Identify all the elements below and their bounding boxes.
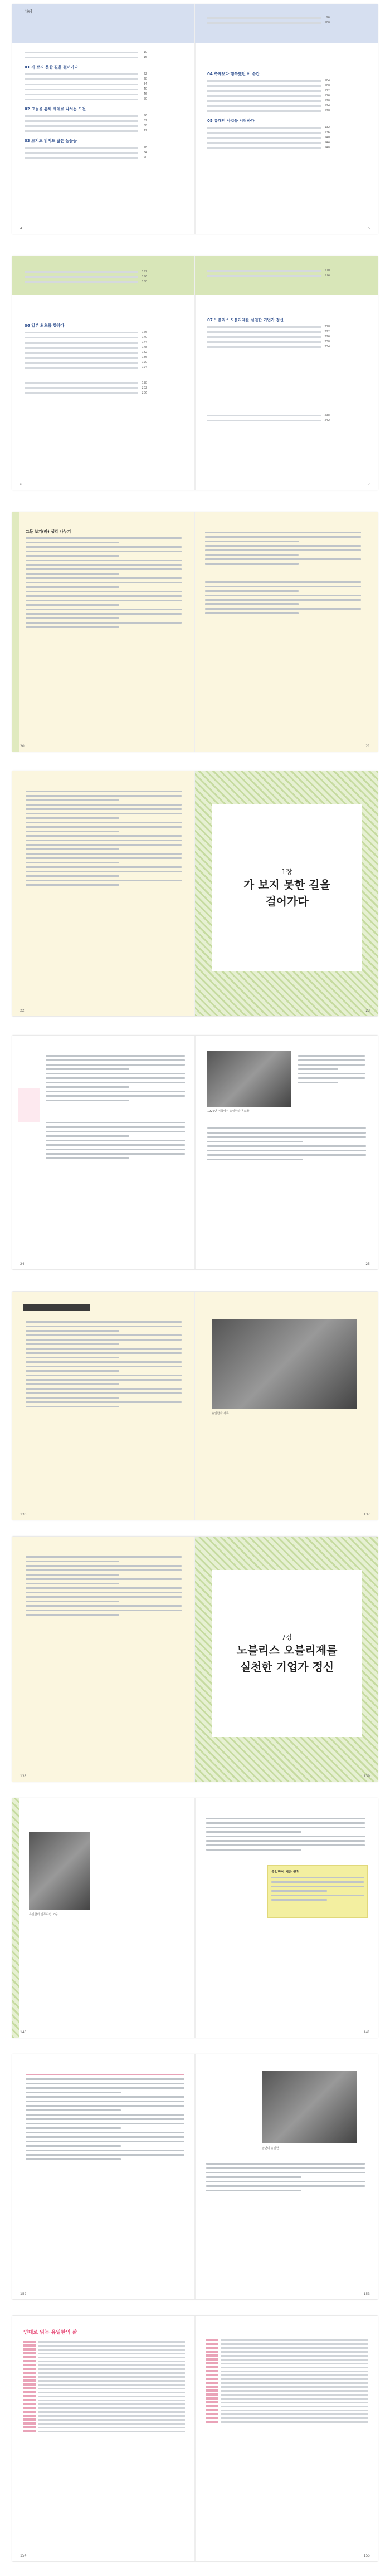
page-number: 153 <box>363 2292 370 2296</box>
page-number: 23 <box>365 1009 370 1013</box>
spread-p24 <box>12 1036 378 1269</box>
toc-page-right: 96 100 04 축제보다 행복했던 이 순간 104 108 112 116 120 124 128 05 유대인 사업을 시작하다 132 136 140 144 148 5 <box>195 4 378 234</box>
page-number: 137 <box>363 1513 370 1517</box>
page-number: 5 <box>368 227 370 230</box>
photo-4-caption: 말년의 유일한 <box>262 2147 279 2150</box>
spread-toc-2: 152 156 160 06 일본 최초를 향하다 166 170 174 178 182 186 190 194 198 202 206 6 210 214 07 노블리스 오블리제를 실천한 기업가 정신 218 222 226 230 234 238 242 7 <box>12 256 378 490</box>
spread-chapter-1 <box>12 771 378 1016</box>
page-number: 7 <box>368 483 370 487</box>
chapter-7-title-line-1: 노블리스 오블리제를 <box>236 1643 338 1657</box>
chapter-title-line-1: 가 보지 못한 길을 <box>243 877 331 891</box>
page-number: 154 <box>20 2554 27 2558</box>
page-number: 136 <box>20 1513 27 1517</box>
spread-toc-1 <box>12 4 378 234</box>
spread-intro <box>12 512 378 752</box>
toc-page-left: 차례 10 16 01 가 보지 못한 길을 걸어가다 22 28 34 40 46 50 02 그들을 통해 세계로 나서는 도전 56 62 68 72 03 보지도 읽지도 않은 동물들 78 84 90 4 <box>12 4 195 234</box>
photo-1 <box>207 1051 291 1107</box>
toc-section-7[interactable]: 07 노블리스 오블리제를 실천한 기업가 정신 <box>207 318 284 322</box>
photo-2 <box>212 1319 357 1409</box>
page-number: 138 <box>20 1774 27 1778</box>
toc-section-3[interactable]: 03 보지도 읽지도 않은 동물들 <box>25 139 77 143</box>
spread-p140 <box>12 1798 378 2038</box>
page-number: 139 <box>363 1774 370 1778</box>
timeline-title: 연대로 읽는 유일한의 삶 <box>23 2330 77 2335</box>
page-number: 4 <box>20 227 22 230</box>
chapter-title-line-2: 걸어가다 <box>265 894 309 908</box>
page-number: 141 <box>363 2030 370 2034</box>
page-number: 25 <box>365 1262 370 1266</box>
spread-p136 <box>12 1292 378 1520</box>
info-box-title: 유일한이 세운 원칙 <box>271 1870 300 1874</box>
page-number: 24 <box>20 1262 25 1266</box>
spread-timeline <box>12 2316 378 2561</box>
photo-4 <box>262 2071 357 2143</box>
page-number: 22 <box>20 1009 25 1013</box>
toc-heading: 차례 <box>25 9 32 14</box>
spread-chapter-7 <box>12 1537 378 1782</box>
page-number: 152 <box>20 2292 27 2296</box>
chapter-7-number: 7장 <box>281 1633 292 1641</box>
page-number: 140 <box>20 2030 27 2034</box>
page-number: 6 <box>20 483 22 487</box>
page-number: 21 <box>365 744 370 748</box>
toc-section-1[interactable]: 01 가 보지 못한 길을 걸어가다 <box>25 65 79 70</box>
page-number: 155 <box>363 2554 370 2558</box>
chapter-number: 1장 <box>281 867 292 876</box>
photo-2-caption: 유일한과 가족 <box>212 1412 229 1415</box>
photo-3 <box>29 1832 90 1910</box>
photo-1-caption: 1926년 미국에서 유일한과 동료들 <box>207 1110 250 1113</box>
toc-section-4[interactable]: 04 축제보다 행복했던 이 순간 <box>207 72 260 76</box>
toc-section-2[interactable]: 02 그들을 통해 세계로 나서는 도전 <box>25 107 86 111</box>
intro-title: 그들 보기(빠) 생각 나누기 <box>26 529 71 534</box>
page-number: 20 <box>20 744 25 748</box>
chapter-7-title-line-2: 실천한 기업가 정신 <box>240 1660 334 1674</box>
spread-p152 <box>12 2054 378 2299</box>
chapter-7-title <box>212 1642 362 1675</box>
chapter-title <box>212 876 362 910</box>
photo-3-caption: 유일한이 집무하던 모습 <box>29 1913 58 1916</box>
toc-section-5[interactable]: 05 유대인 사업을 시작하다 <box>207 119 255 123</box>
toc-section-6[interactable]: 06 일본 최초를 향하다 <box>25 323 65 328</box>
